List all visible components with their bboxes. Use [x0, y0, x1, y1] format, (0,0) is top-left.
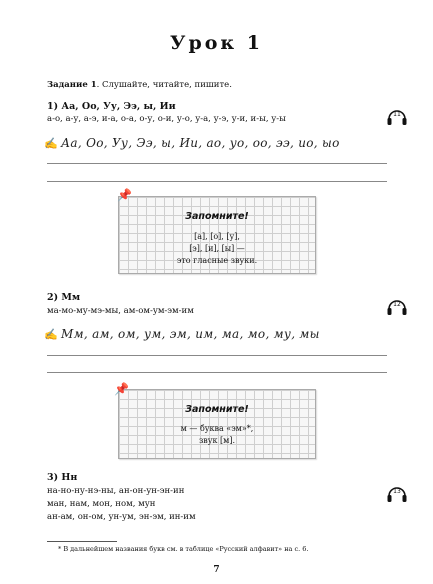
section2-script-line: [44, 327, 320, 341]
section2-script-text: Мм, ам, ом, ум, эм, им, ма, мо, му, мы: [61, 327, 320, 341]
section2-line1: ма-мо-му-мэ-мы, ам-ом-ум-эм-им: [47, 306, 194, 316]
page-title: Урок 1: [170, 32, 263, 54]
audio-track-number: 12: [393, 301, 401, 308]
section1-script-text: Аа, Оо, Уу, Ээ, ы, Ии, ао, уо, оо, ээ, ио, ыо: [61, 136, 340, 150]
section3-line1: на-но-ну-нэ-ны, ан-он-ун-эн-ин: [47, 486, 185, 496]
writing-rule: [47, 181, 387, 182]
section3-line3: ан-ам, он-ом, ун-ум, эн-эм, ин-им: [47, 512, 196, 522]
footnote: * В дальнейшем названия букв см. в таблице «Русский алфавит» на с. 6.: [58, 545, 309, 553]
footnote-divider: [47, 541, 117, 542]
section1-line1: а-о, а-у, а-э, и-а, о-а, о-у, о-и, у-о, у-а, у-э, у-и, и-ы, у-ы: [47, 114, 286, 124]
card-text-line: [э], [и], [ы] —: [189, 244, 245, 253]
reminder-card: [118, 196, 316, 274]
writing-rule: [47, 372, 387, 373]
section3-line2: ман, нам, мон, ном, мун: [47, 499, 156, 509]
card-text-line: это гласные звуки.: [176, 256, 258, 265]
section1-heading: 1) Аа, Оо, Уу, Ээ, ы, Ии: [47, 101, 176, 112]
card-title: Запомните!: [185, 404, 249, 415]
headphones-icon[interactable]: [386, 296, 408, 318]
section2-heading: 2) Мм: [47, 292, 81, 303]
task-instruction: [47, 80, 232, 90]
audio-track-number: 13: [393, 488, 401, 495]
task-label: Задание 1: [47, 80, 97, 90]
headphones-icon[interactable]: [386, 106, 408, 128]
card-text-line: м — буква «эм»*,: [180, 424, 254, 433]
pushpin-icon: 📌: [114, 382, 129, 396]
card-title: Запомните!: [185, 211, 249, 222]
card-text-line: звук [м].: [198, 436, 236, 445]
reminder-card: [118, 389, 316, 459]
writing-rule: [47, 355, 387, 356]
audio-track-number: 11: [393, 111, 401, 118]
pencil-icon: ✍: [44, 328, 58, 341]
writing-rule: [47, 163, 387, 164]
section3-heading: 3) Нн: [47, 472, 78, 483]
section1-script-line: [44, 136, 340, 150]
pencil-icon: ✍: [44, 137, 58, 150]
page-number: 7: [213, 565, 220, 575]
pushpin-icon: 📌: [117, 188, 132, 202]
headphones-icon[interactable]: [386, 483, 408, 505]
card-text-line: [а], [о], [у],: [194, 232, 240, 241]
task-text: . Слушайте, читайте, пишите.: [96, 80, 232, 90]
